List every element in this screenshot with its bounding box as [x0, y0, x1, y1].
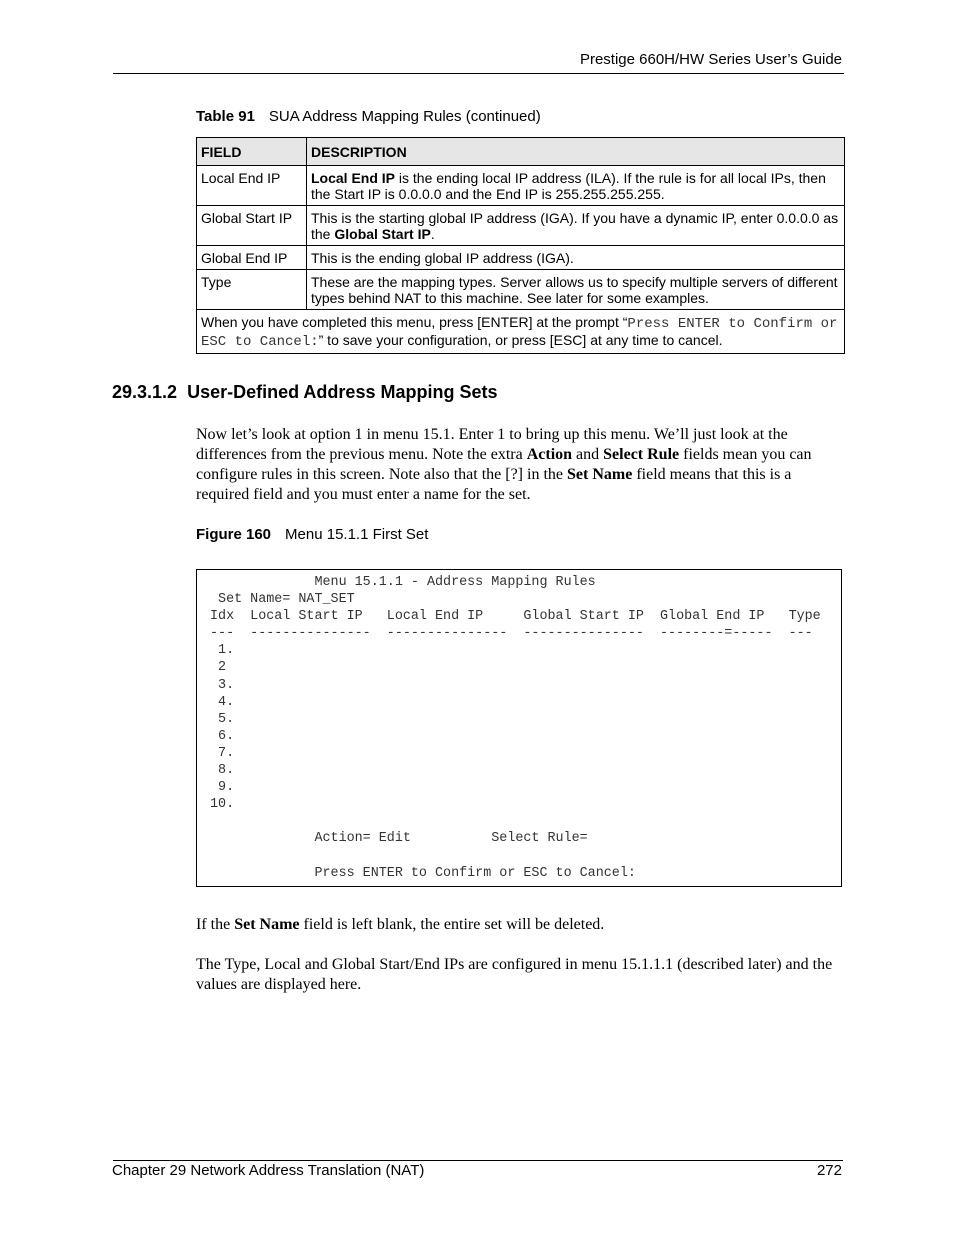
note-text: When you have completed this menu, press [ENTER] at the prompt “: [201, 314, 628, 330]
bold-term: Select Rule: [603, 446, 680, 463]
header-divider: [113, 73, 844, 74]
terminal-screen: [196, 569, 842, 887]
body-paragraph: [196, 915, 846, 935]
sua-mapping-table: [196, 137, 845, 354]
figure-title: Menu 15.1.1 First Set: [285, 526, 429, 543]
bold-term: Set Name: [234, 916, 300, 933]
table-row: [197, 206, 845, 246]
text: field is left blank, the entire set will be deleted.: [299, 916, 605, 933]
page-number: 272: [816, 1162, 842, 1179]
prompt-text: Press ENTER to Confirm or ESC to Cancel:: [201, 316, 838, 350]
text: and: [572, 446, 604, 463]
table-number: Table 91: [196, 108, 255, 125]
section-heading: [112, 382, 497, 403]
note-text-end: ” to save your configuration, or press [ESC] at any time to cancel.: [318, 332, 723, 348]
description-text-end: .: [430, 226, 435, 242]
description-text: is the ending local IP address (ILA). If the rule is for all local IPs, then the Start IP is 0.0.0.0 and the End IP is 255.255.255.255.: [311, 170, 826, 202]
field-cell: Global Start IP: [197, 206, 307, 246]
bold-term: Local End IP: [311, 170, 396, 186]
text: Now let’s look at option 1 in menu 15.1. Enter 1 to bring up this menu. We’ll just look at the differences from the previous menu. Note the extra: [196, 426, 788, 463]
figure-number: Figure 160: [196, 526, 272, 543]
description-text: This is the starting global IP address (IGA). If you have a dynamic IP, enter 0.0.0.0 as the: [311, 210, 839, 242]
figure-caption: [196, 526, 428, 543]
field-header: FIELD: [197, 138, 307, 166]
bold-term: Action: [526, 446, 573, 463]
table-footer-row: [197, 310, 845, 354]
table-row: [197, 246, 845, 270]
footer-divider: [113, 1160, 843, 1161]
description-cell: This is the ending global IP address (IGA).: [307, 246, 845, 270]
table-footer-note: [197, 310, 845, 354]
description-cell: [307, 206, 845, 246]
field-cell: Type: [197, 270, 307, 310]
table-row: [197, 270, 845, 310]
running-header: Prestige 660H/HW Series User’s Guide: [579, 51, 842, 68]
field-cell: Local End IP: [197, 166, 307, 206]
footer-chapter: Chapter 29 Network Address Translation (NAT): [112, 1162, 425, 1179]
menu-screen-text: Menu 15.1.1 - Address Mapping Rules Set Name= NAT_SET Idx Local Start IP Local End IP Global Start IP Global End IP Type --- --------------- --------------- --------------- --------=----- --- 1. 2 3. 4. 5. 6. 7. 8. 9. 10. Action= Edit Select Rule= Press ENTER to Confirm or ESC to Cancel:: [210, 575, 821, 881]
field-cell: Global End IP: [197, 246, 307, 270]
bold-term: Set Name: [567, 466, 633, 483]
section-number: 29.3.1.2: [112, 382, 178, 402]
body-paragraph: [196, 425, 846, 505]
table-title: SUA Address Mapping Rules (continued): [268, 108, 541, 125]
table-row: [197, 166, 845, 206]
bold-term: Global Start IP: [334, 226, 431, 242]
description-cell: These are the mapping types. Server allows us to specify multiple servers of different types behind NAT to this machine. See later for some examples.: [307, 270, 845, 310]
description-header: DESCRIPTION: [307, 138, 845, 166]
body-paragraph: The Type, Local and Global Start/End IPs are configured in menu 15.1.1.1 (described later) and the values are displayed here.: [196, 956, 833, 993]
table-header-row: [197, 138, 845, 166]
text: field means that this is a required field and you must enter a name for the set.: [196, 466, 792, 503]
table-caption: [196, 108, 541, 125]
text: If the: [196, 916, 235, 933]
section-title: User-Defined Address Mapping Sets: [187, 382, 498, 402]
text: fields mean you can configure rules in this screen. Note also that the [?] in the: [196, 446, 812, 483]
description-cell: [307, 166, 845, 206]
